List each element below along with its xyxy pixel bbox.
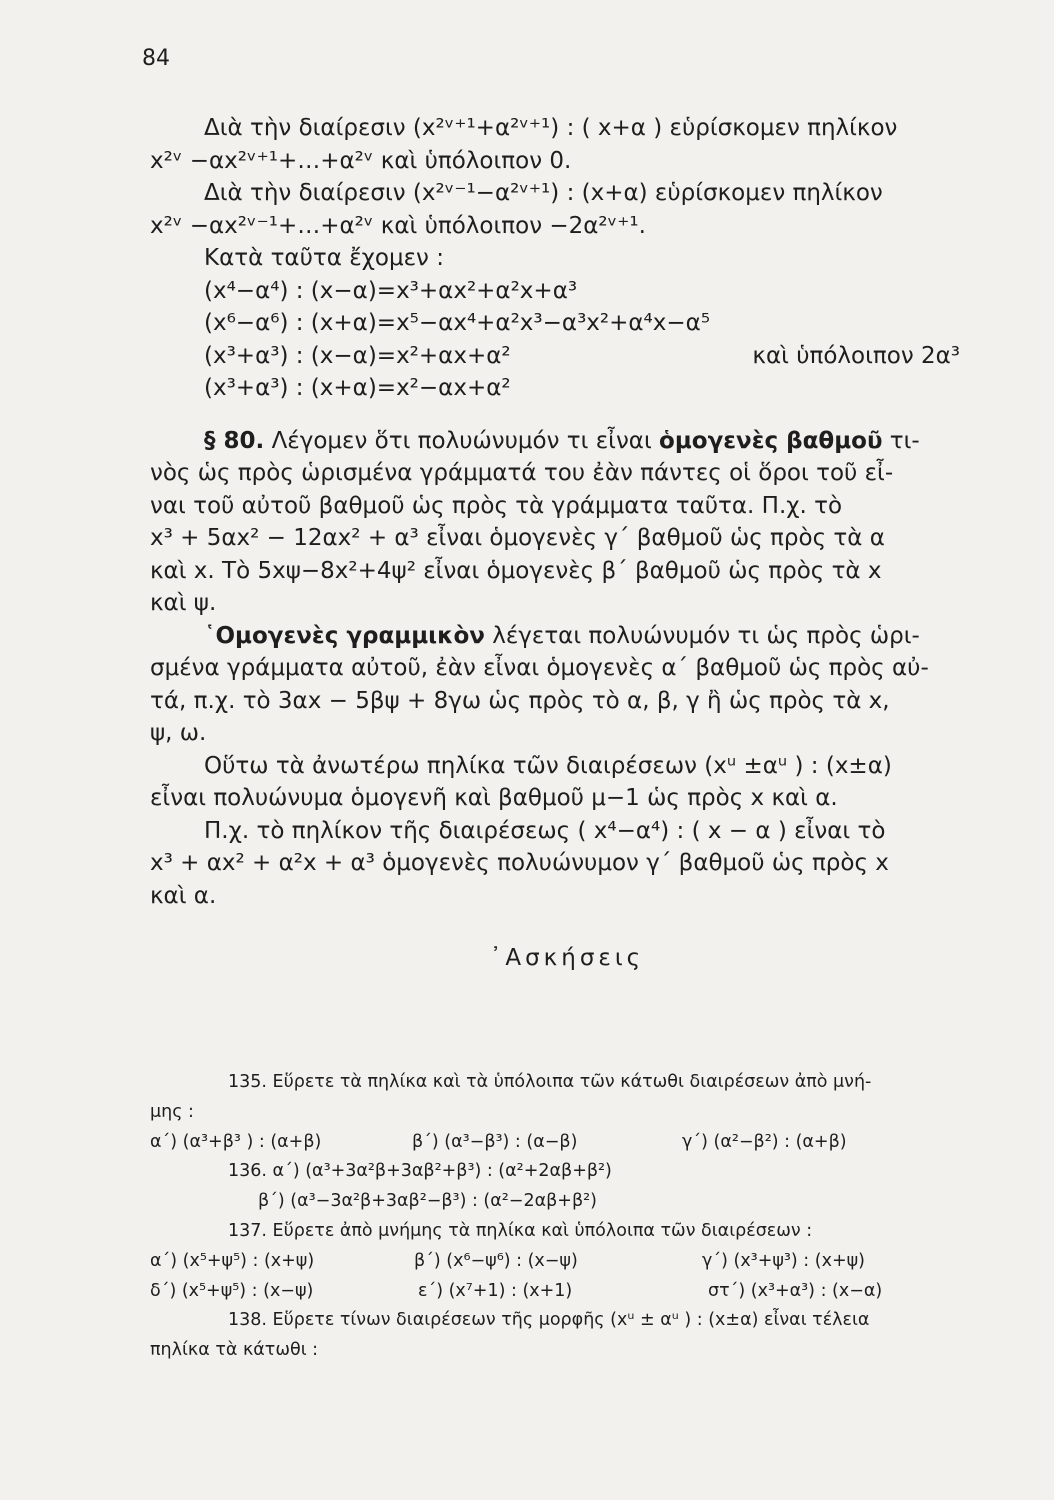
text-line: εἶναι πολυώνυμα ὁμογενῆ καὶ βαθμοῦ μ−1 ὡς πρὸς x καὶ α. [150, 785, 838, 811]
exercise-line: β΄) (α³−3α²β+3αβ²−β³) : (α²−2αβ+β²) [258, 1191, 597, 1212]
text-span: τι- [889, 427, 920, 454]
text-line: καὶ ψ. [150, 590, 217, 616]
formula: (x³+α³) : (x−α)=x²+αx+α² [204, 342, 511, 369]
exercises-heading: ᾿Ασκήσεις [489, 945, 645, 971]
text-span: Λέγομεν ὅτι πολυώνυμόν τι εἶναι [271, 427, 652, 454]
text-line: Π.χ. τὸ πηλίκον τῆς διαιρέσεως ( x⁴−α⁴) : ( x − α ) εἶναι τὸ [204, 817, 886, 844]
exercise-item: β΄) (x⁶−ψ⁶) : (x−ψ) [414, 1250, 578, 1271]
section-number: § 80. [204, 427, 265, 454]
text-line: Οὕτω τὰ ἀνωτέρω πηλίκα τῶν διαιρέσεων (xᵘ ±αᵘ ) : (x±α) [204, 752, 892, 779]
exercise-item: α΄) (α³+β³ ) : (α+β) [150, 1131, 322, 1152]
exercise-item: ε΄) (x⁷+1) : (x+1) [418, 1280, 573, 1301]
page-number: 84 [142, 46, 170, 71]
text-line: x³ + αx² + α²x + α³ ὁμογενὲς πολυώνυμον γ΄ βαθμοῦ ὡς πρὸς x [150, 850, 889, 876]
formula-line [150, 340, 984, 373]
exercise-row [150, 1128, 984, 1158]
formula-line: (x⁶−α⁶) : (x+α)=x⁵−αx⁴+α²x³−α³x²+α⁴x−α⁵ [204, 310, 711, 336]
exercise-line: 135. Εὕρετε τὰ πηλίκα καὶ τὰ ὑπόλοιπα τῶν κάτωθι διαιρέσεων ἀπὸ μνή- [228, 1072, 872, 1092]
text-span: λέγεται πολυώνυμόν τι ὡς πρὸς ὡρι- [492, 622, 920, 649]
exercise-line: 138. Εὕρετε τίνων διαιρέσεων τῆς μορφῆς (xᵘ ± αᵘ ) : (x±α) εἶναι τέλεια [228, 1310, 870, 1331]
main-text [150, 112, 984, 990]
text-line: Διὰ τὴν διαίρεσιν (x²ᵛ⁻¹−α²ᵛ⁺¹) : (x+α) εὑρίσκομεν πηλίκον [204, 180, 883, 206]
bold-term: ὁμογενὲς βαθμοῦ [659, 427, 883, 454]
exercise-row [150, 1277, 984, 1307]
text-line: ψ, ω. [150, 720, 207, 746]
text-line: ναι τοῦ αὐτοῦ βαθμοῦ ὡς πρὸς τὰ γράμματα ταῦτα. Π.χ. τὸ [150, 492, 843, 519]
text-line: καὶ x. Τὸ 5xψ−8x²+4ψ² εἶναι ὁμογενὲς β΄ βαθμοῦ ὡς πρὸς τὰ x [150, 557, 882, 584]
text-line: Διὰ τὴν διαίρεσιν (x²ᵛ⁺¹+α²ᵛ⁺¹) : ( x+α ) εὑρίσκομεν πηλίκον [204, 115, 898, 141]
text-line: Κατὰ ταῦτα ἔχομεν : [204, 245, 444, 271]
exercise-line: πηλίκα τὰ κάτωθι : [150, 1340, 319, 1361]
exercise-item: γ΄) (x³+ψ³) : (x+ψ) [702, 1250, 865, 1271]
bold-term: ῾Ομογενὲς γραμμικὸν [204, 622, 485, 649]
text-line: τά, π.χ. τὸ 3αx − 5βψ + 8γω ὡς πρὸς τὸ α, β, γ ἢ ὡς πρὸς τὰ x, [150, 687, 890, 714]
text-line: x²ᵛ −αx²ᵛ⁻¹+…+α²ᵛ καὶ ὑπόλοιπον −2α²ᵛ⁺¹. [150, 212, 646, 239]
text-line: x²ᵛ −αx²ᵛ⁺¹+…+α²ᵛ καὶ ὑπόλοιπον 0. [150, 147, 572, 174]
exercise-item: β΄) (α³−β³) : (α−β) [412, 1131, 578, 1152]
exercise-item: γ΄) (α²−β²) : (α+β) [682, 1131, 847, 1152]
exercise-line: μης : [150, 1101, 194, 1122]
definition-line [150, 620, 984, 653]
remainder-note: καὶ ὑπόλοιπον 2α³ [752, 342, 960, 369]
exercise-line: 136. α΄) (α³+3α²β+3αβ²+β³) : (α²+2αβ+β²) [228, 1161, 612, 1182]
exercise-row [150, 1247, 984, 1277]
text-line: νὸς ὡς πρὸς ὡρισμένα γράμματά του ἐὰν πάντες οἱ ὅροι τοῦ εἶ- [150, 460, 894, 486]
exercises [150, 1068, 984, 1366]
formula-line: (x⁴−α⁴) : (x−α)=x³+αx²+α²x+α³ [204, 277, 578, 304]
text-line: καὶ α. [150, 882, 217, 909]
exercise-item: στ΄) (x³+α³) : (x−α) [708, 1280, 883, 1301]
text-line: x³ + 5αx² − 12αx² + α³ εἶναι ὁμογενὲς γ΄ βαθμοῦ ὡς πρὸς τὰ α [150, 525, 885, 551]
exercise-item: α΄) (x⁵+ψ⁵) : (x+ψ) [150, 1250, 315, 1271]
text-line: σμένα γράμματα αὐτοῦ, ἐὰν εἶναι ὁμογενὲς α΄ βαθμοῦ ὡς πρὸς αὐ- [150, 655, 929, 681]
section-80-line [150, 425, 984, 458]
exercise-item: δ΄) (x⁵+ψ⁵) : (x−ψ) [150, 1280, 314, 1301]
exercise-line: 137. Εὕρετε ἀπὸ μνήμης τὰ πηλίκα καὶ ὑπόλοιπα τῶν διαιρέσεων : [228, 1220, 813, 1241]
formula-line: (x³+α³) : (x+α)=x²−αx+α² [204, 375, 511, 401]
